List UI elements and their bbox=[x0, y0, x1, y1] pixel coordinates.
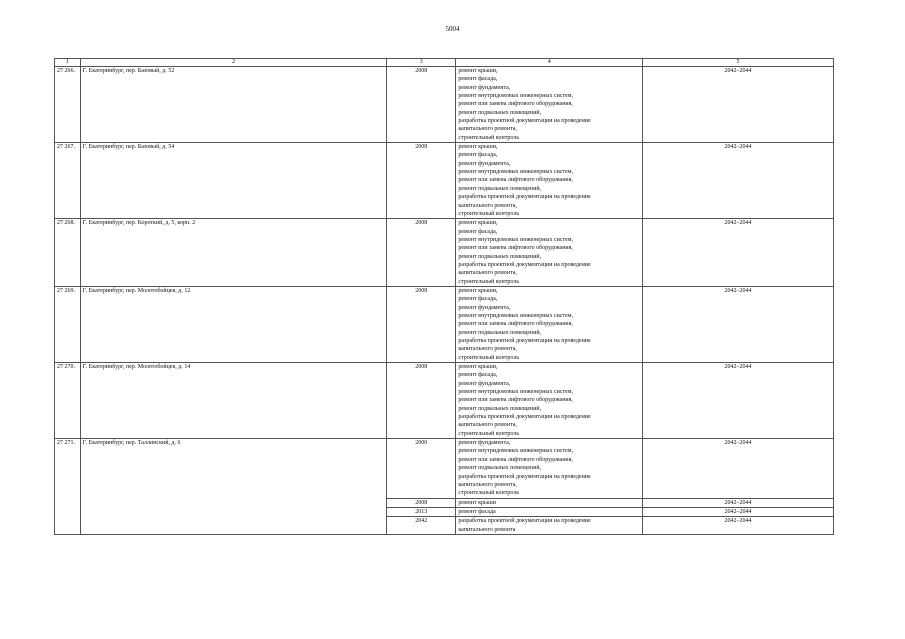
work-item: ремонт внутридомовых инженерных систем, bbox=[458, 312, 574, 319]
works-cell bbox=[456, 507, 643, 516]
table-header-row bbox=[55, 59, 834, 67]
period-cell: 2042–2044 bbox=[643, 67, 834, 143]
work-item: ремонт подвальных помещений, bbox=[458, 185, 542, 192]
year-cell: 2008 bbox=[387, 219, 456, 287]
work-item: ремонт подвальных помещений, bbox=[458, 253, 542, 260]
work-item: капитального ремонта, bbox=[458, 346, 517, 353]
work-item: строительный контроль bbox=[458, 210, 520, 217]
address-cell: Г. Екатеринбург, пер. Молотобойцев, д. 14 bbox=[80, 363, 386, 439]
table-row bbox=[55, 286, 834, 362]
table-row bbox=[55, 143, 834, 219]
work-item: разработка проектной документации на проведение bbox=[458, 118, 591, 125]
work-item: разработка проектной документации на проведение bbox=[458, 338, 591, 344]
year-cell: 2008 bbox=[387, 498, 456, 507]
column-header: 4 bbox=[456, 59, 643, 67]
work-item: ремонт или замена лифтового оборудования, bbox=[458, 321, 573, 328]
works-cell bbox=[456, 67, 643, 143]
period-cell: 2042–2044 bbox=[643, 219, 834, 287]
work-item: ремонт крыши, bbox=[458, 287, 498, 294]
work-item: разработка проектной документации на проведение bbox=[458, 261, 591, 268]
work-item: разработка проектной документации на проведение bbox=[458, 194, 591, 201]
works-cell bbox=[456, 143, 643, 219]
year-cell: 2042 bbox=[387, 517, 456, 535]
work-item: ремонт фасада, bbox=[458, 296, 498, 303]
work-item: разработка проектной документации на проведение bbox=[458, 473, 591, 480]
work-item: ремонт или замена лифтового оборудования, bbox=[458, 177, 573, 184]
work-item: капитального ремонта, bbox=[458, 270, 517, 277]
work-item: строительный контроль bbox=[458, 278, 520, 285]
period-cell: 2042–2044 bbox=[643, 507, 834, 516]
work-item: ремонт крыши, bbox=[458, 364, 498, 371]
column-header: 5 bbox=[643, 59, 834, 67]
work-item: ремонт крыши, bbox=[458, 144, 498, 151]
work-item: ремонт фасада, bbox=[458, 76, 498, 83]
works-cell bbox=[456, 219, 643, 287]
period-cell: 2042–2044 bbox=[643, 143, 834, 219]
work-item: ремонт крыши, bbox=[458, 220, 498, 227]
table-row bbox=[55, 67, 834, 143]
column-header: 2 bbox=[80, 59, 386, 67]
column-header: 3 bbox=[387, 59, 456, 67]
repair-schedule-table bbox=[54, 58, 834, 535]
work-item: ремонт фасада, bbox=[458, 228, 498, 235]
table-row bbox=[55, 219, 834, 287]
work-item: ремонт фундамента, bbox=[458, 380, 511, 387]
year-cell: 2008 bbox=[387, 67, 456, 143]
work-item: капитального ремонта, bbox=[458, 481, 517, 488]
year-cell: 2008 bbox=[387, 363, 456, 439]
row-number: 27 268. bbox=[55, 219, 81, 287]
row-number: 27 266. bbox=[55, 67, 81, 143]
work-item: капитального ремонта bbox=[458, 526, 516, 533]
works-cell bbox=[456, 363, 643, 439]
work-item: строительный контроль bbox=[458, 134, 520, 141]
work-item: ремонт внутридомовых инженерных систем, bbox=[458, 93, 574, 100]
work-item: ремонт внутридомовых инженерных систем, bbox=[458, 236, 574, 243]
table-row bbox=[55, 363, 834, 439]
work-item: разработка проектной документации на проведение bbox=[458, 414, 591, 421]
row-number: 27 270. bbox=[55, 363, 81, 439]
year-cell: 2013 bbox=[387, 507, 456, 516]
period-cell: 2042–2044 bbox=[643, 439, 834, 498]
work-item: ремонт внутридомовых инженерных систем, bbox=[458, 448, 574, 455]
work-item: ремонт подвальных помещений, bbox=[458, 109, 542, 116]
period-cell: 2042–2044 bbox=[643, 286, 834, 362]
work-item: капитального ремонта, bbox=[458, 202, 517, 209]
work-item: строительный контроль bbox=[458, 354, 520, 361]
address-cell: Г. Екатеринбург, пер. Короткий, д. 5, корп. 2 bbox=[80, 219, 386, 287]
work-item: ремонт подвальных помещений, bbox=[458, 329, 542, 336]
address-cell: Г. Екатеринбург, пер. Молотобойцев, д. 12 bbox=[80, 286, 386, 362]
works-cell bbox=[456, 286, 643, 362]
work-item: ремонт фасада bbox=[458, 508, 496, 515]
works-cell bbox=[456, 498, 643, 507]
work-item: ремонт внутридомовых инженерных систем, bbox=[458, 389, 574, 396]
work-item: ремонт или замена лифтового оборудования, bbox=[458, 245, 573, 252]
work-item: ремонт или замена лифтового оборудования, bbox=[458, 101, 573, 108]
work-item: ремонт или замена лифтового оборудования, bbox=[458, 456, 573, 463]
address-cell: Г. Екатеринбург, пер. Таллинский, д. 6 bbox=[80, 439, 386, 535]
work-item: ремонт фундамента, bbox=[458, 84, 511, 91]
address-cell: Г. Екатеринбург, пер. Базовый, д. 54 bbox=[80, 143, 386, 219]
work-item: ремонт фундамента, bbox=[458, 440, 511, 447]
year-cell: 2000 bbox=[387, 439, 456, 498]
year-cell: 2008 bbox=[387, 143, 456, 219]
period-cell: 2042–2044 bbox=[643, 363, 834, 439]
work-item: ремонт фундамента, bbox=[458, 160, 511, 167]
work-item: ремонт фасада, bbox=[458, 372, 498, 379]
row-number: 27 271. bbox=[55, 439, 81, 535]
works-cell bbox=[456, 439, 643, 498]
address-cell: Г. Екатеринбург, пер. Базовый, д. 52 bbox=[80, 67, 386, 143]
period-cell: 2042–2044 bbox=[643, 498, 834, 507]
works-cell bbox=[456, 517, 643, 535]
work-item: ремонт внутридомовых инженерных систем, bbox=[458, 169, 574, 176]
work-item: ремонт крыши, bbox=[458, 68, 498, 74]
year-cell: 2008 bbox=[387, 286, 456, 362]
work-item: разработка проектной документации на проведение bbox=[458, 518, 591, 525]
work-item: ремонт фундамента, bbox=[458, 304, 511, 311]
work-item: ремонт крыши bbox=[458, 499, 496, 506]
work-item: ремонт или замена лифтового оборудования, bbox=[458, 397, 573, 404]
row-number: 27 269. bbox=[55, 286, 81, 362]
page-number: 5004 bbox=[445, 25, 460, 33]
work-item: капитального ремонта, bbox=[458, 126, 517, 133]
work-item: ремонт подвальных помещений, bbox=[458, 405, 542, 412]
work-item: строительный контроль bbox=[458, 430, 520, 437]
work-item: ремонт фасада, bbox=[458, 152, 498, 159]
row-number: 27 267. bbox=[55, 143, 81, 219]
table-row bbox=[55, 439, 834, 498]
column-header: 1 bbox=[55, 59, 81, 67]
work-item: строительный контроль bbox=[458, 490, 520, 497]
work-item: капитального ремонта, bbox=[458, 422, 517, 429]
period-cell: 2042–2044 bbox=[643, 517, 834, 535]
work-item: ремонт подвальных помещений, bbox=[458, 465, 542, 472]
